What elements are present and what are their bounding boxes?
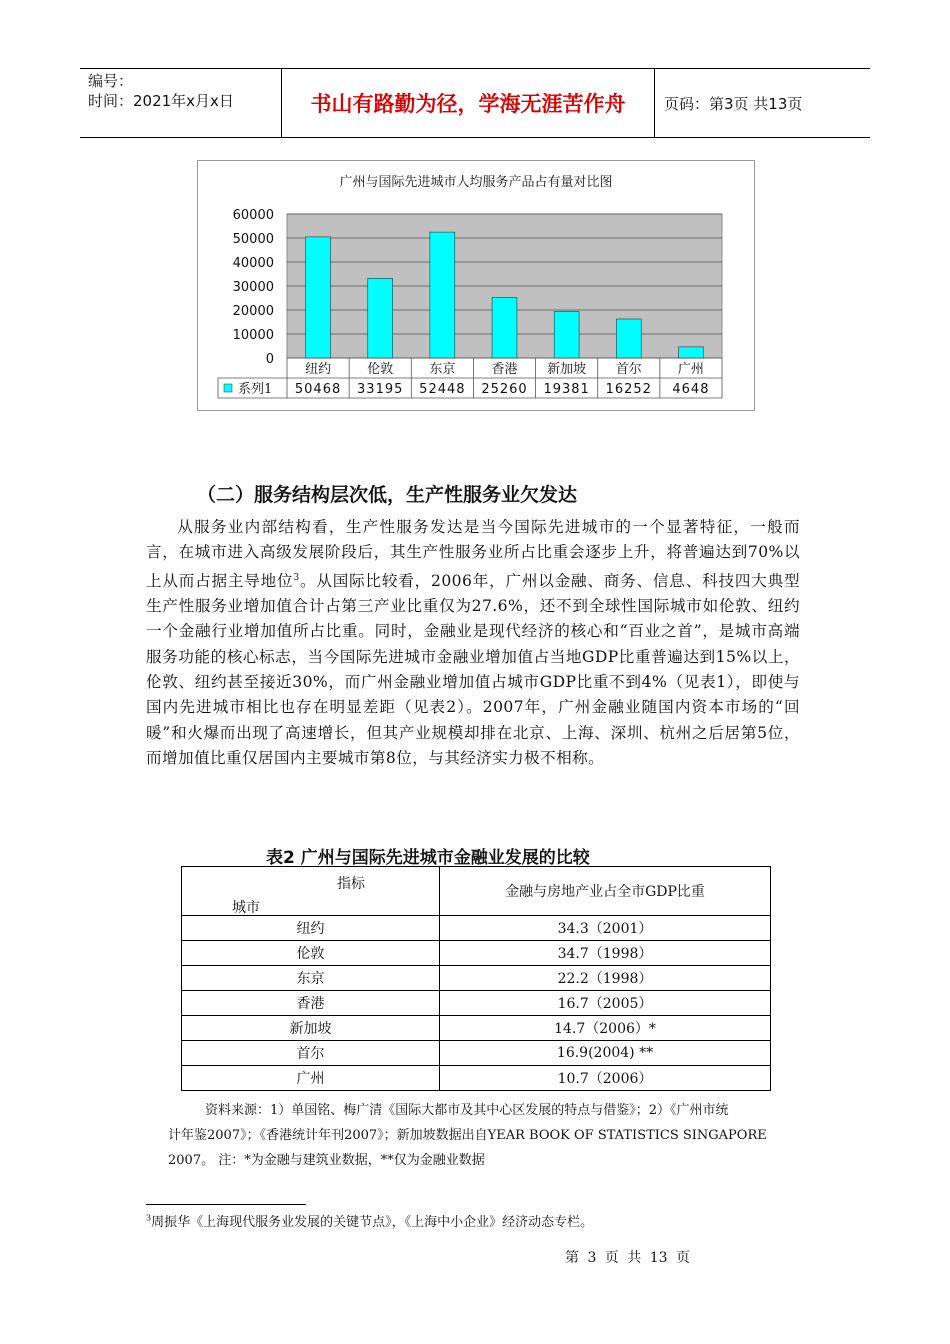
footnote-text: 周振华《上海现代服务业发展的关键节点》，《上海中小企业》经济动态专栏。 xyxy=(151,1215,594,1230)
table-header-row xyxy=(182,867,771,916)
body-paragraph xyxy=(146,515,800,771)
y-tick-label: 20000 xyxy=(232,304,274,319)
category-label: 首尔 xyxy=(615,362,642,377)
value-label: 50468 xyxy=(294,382,342,397)
header-meta xyxy=(80,69,282,137)
category-label: 广州 xyxy=(677,362,704,377)
source-line-1: 资料来源：1）单国铭、梅广清《国际大都市及其中心区发展的特点与借鉴》；2）《广州市统 xyxy=(205,1103,729,1118)
value-label: 16252 xyxy=(605,382,652,397)
bar-6 xyxy=(679,347,704,358)
category-label: 香港 xyxy=(491,362,518,377)
y-tick-label: 10000 xyxy=(232,328,274,343)
y-tick-label: 40000 xyxy=(232,256,274,271)
table-row xyxy=(182,941,771,966)
paragraph-text-a: 从服务业内部结构看，生产性服务发达是当今国际先进城市的一个显著特征，一般而言，在城市进入高级发展阶段后，其生产性服务业所占比重会逐步上升，将普遍达到70%以上从而占据主导地位 xyxy=(146,518,800,590)
y-tick-label: 60000 xyxy=(232,208,274,223)
bar-4 xyxy=(554,311,579,358)
source-line-3: 2007。 注：*为金融与建筑业数据，**仅为金融业数据 xyxy=(168,1153,485,1168)
bar-0 xyxy=(306,237,331,358)
source-note xyxy=(168,1098,780,1173)
bar-2 xyxy=(430,232,455,358)
city-cell: 香港 xyxy=(182,991,440,1016)
section-heading: （二）服务结构层次低，生产性服务业欠发达 xyxy=(197,484,578,506)
header-indicator: 指标 xyxy=(337,876,365,892)
header-page-label: 页码：第3页 共13页 xyxy=(664,94,803,113)
category-label: 新加坡 xyxy=(547,362,587,377)
page-number: 第 3 页 共 13 页 xyxy=(565,1250,690,1266)
page-header xyxy=(80,68,870,138)
value-cell: 34.7（1998） xyxy=(440,941,771,966)
value-cell: 14.7（2006）* xyxy=(440,1016,771,1041)
y-tick-label: 50000 xyxy=(232,232,274,247)
source-line-2: 计年鉴2007》；《香港统计年刊2007》；新加坡数据出自YEAR BOOK OF STATISTICS SINGAPORE xyxy=(168,1128,767,1143)
legend-label: 系列1 xyxy=(238,382,273,397)
bar-3 xyxy=(492,297,517,358)
city-cell: 东京 xyxy=(182,966,440,991)
footnote-mark: 3 xyxy=(146,1213,152,1223)
value-cell: 34.3（2001） xyxy=(440,916,771,941)
bar-5 xyxy=(616,319,641,358)
category-label: 东京 xyxy=(429,362,456,377)
city-cell: 首尔 xyxy=(182,1041,440,1066)
bar-1 xyxy=(368,278,393,358)
footnote xyxy=(146,1211,593,1230)
footnote-divider xyxy=(146,1204,306,1205)
chart-title: 广州与国际先进城市人均服务产品占有量对比图 xyxy=(339,175,613,190)
paragraph-text-b: 。从国际比较看，2006年，广州以金融、商务、信息、科技四大典型生产性服务业增加值合计占第三产业比重仅为27.6%，还不到全球性国际城市如伦敦、纽约一个金融行业增加值所占比重。同时，金融业是现代经济的核心和“百业之首”，是城市高端服务功能的核心标志，当今国际先进城市金融业增加值占当地GDP比重普遍达到15%以上，伦敦、纽约甚至接近30%，而广州金融业增加值占城市GDP比重不到4%（见表1），即使与国内先进城市相比也存在明显差距（见表2）。2007年，广州金融业随国内资本市场的“回暖”和火爆而出现了高速增长，但其产业规模却排在北京、上海、深圳、杭州之后居第5位，而增加值比重仅居国内主要城市第8位，与其经济实力极不相称。 xyxy=(146,571,800,767)
city-cell: 新加坡 xyxy=(182,1016,440,1041)
city-cell: 纽约 xyxy=(182,916,440,941)
time-label: 时间：2021年x月x日 xyxy=(88,92,234,110)
table-row xyxy=(182,1016,771,1041)
value-label: 25260 xyxy=(481,382,528,397)
diagonal-header-cell xyxy=(182,867,440,916)
city-cell: 伦敦 xyxy=(182,941,440,966)
city-cell: 广州 xyxy=(182,1066,440,1091)
finance-table xyxy=(181,866,771,1091)
value-label: 19381 xyxy=(543,382,590,397)
value-label: 4648 xyxy=(672,382,710,397)
chart-svg xyxy=(198,161,754,410)
category-label: 伦敦 xyxy=(367,362,394,377)
bar-chart xyxy=(197,160,755,411)
category-label: 纽约 xyxy=(305,362,332,377)
header-city: 城市 xyxy=(232,900,260,916)
table-row xyxy=(182,991,771,1016)
value-label: 52448 xyxy=(419,382,466,397)
value-cell: 16.9(2004) ** xyxy=(440,1041,771,1066)
header-value: 金融与房地产业占全市GDP比重 xyxy=(440,867,771,916)
header-motto: 书山有路勤为径，学海无涯苦作舟 xyxy=(282,69,655,137)
value-cell: 16.7（2005） xyxy=(440,991,771,1016)
value-cell: 10.7（2006） xyxy=(440,1066,771,1091)
y-tick-label: 0 xyxy=(265,352,274,367)
value-label: 33195 xyxy=(357,382,404,397)
number-label: 编号： xyxy=(88,72,134,90)
footnote-ref: 3 xyxy=(293,572,300,583)
table-row xyxy=(182,916,771,941)
legend-swatch xyxy=(224,384,232,392)
table-row xyxy=(182,1066,771,1091)
y-tick-label: 30000 xyxy=(232,280,274,295)
table-row xyxy=(182,1041,771,1066)
diagonal-line xyxy=(182,867,439,915)
table-row xyxy=(182,966,771,991)
table-caption: 表2 广州与国际先进城市金融业发展的比较 xyxy=(266,848,590,868)
value-cell: 22.2（1998） xyxy=(440,966,771,991)
